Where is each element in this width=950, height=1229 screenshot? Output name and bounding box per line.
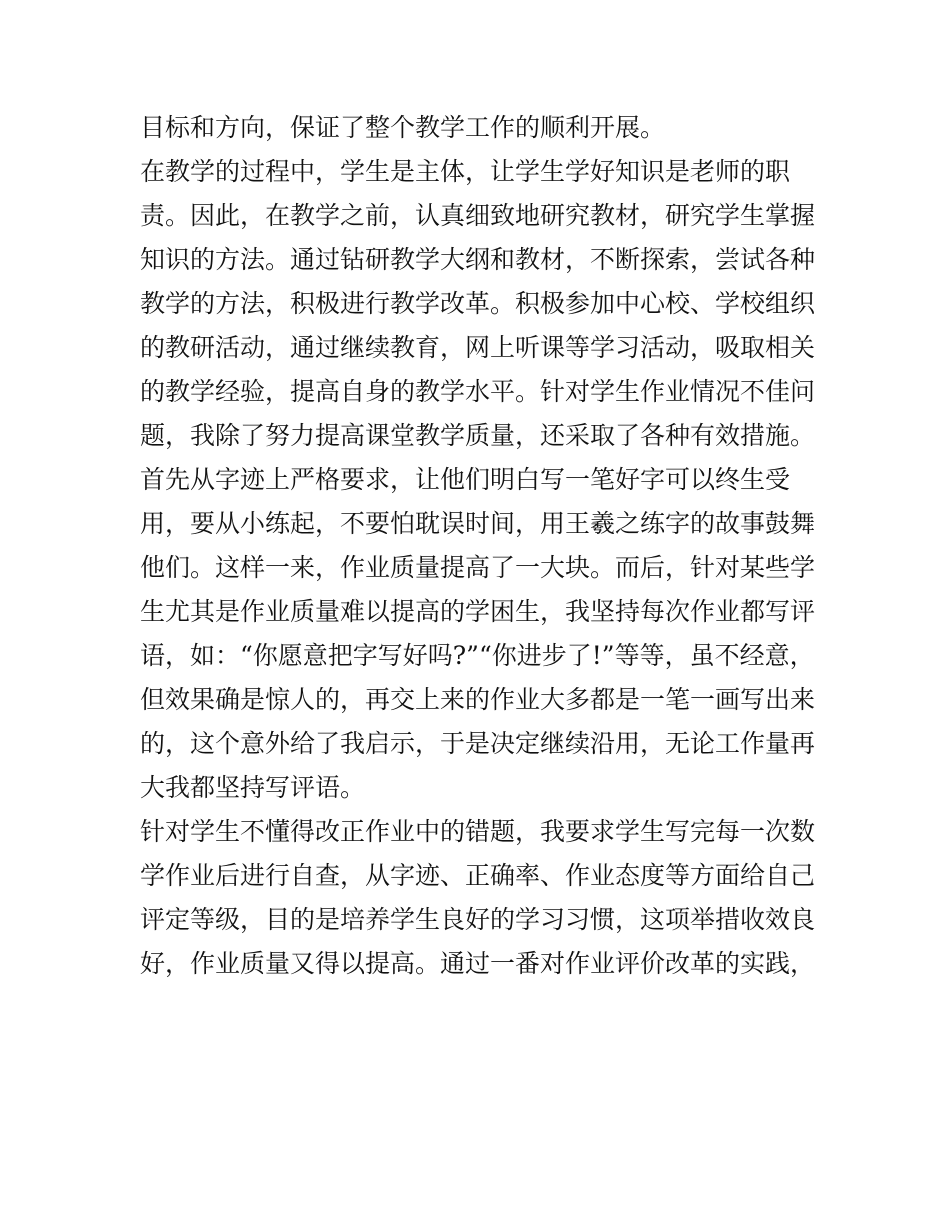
text-line: 的，这个意外给了我启示，于是决定继续沿用，无论工作量再 (140, 729, 816, 758)
text-line: 责。因此，在教学之前，认真细致地研究教材，研究学生掌握 (140, 201, 816, 230)
text-line: 的教研活动，通过继续教育，网上听课等学习活动，吸取相关 (140, 333, 816, 362)
text-line: 在教学的过程中，学生是主体，让学生学好知识是老师的职 (140, 157, 791, 186)
text-line: 学作业后进行自查，从字迹、正确率、作业态度等方面给自己 (140, 861, 816, 890)
body-text (140, 106, 840, 986)
text-line: 语，如：“你愿意把字写好吗?”“你进步了!”等等，虽不经意， (140, 641, 815, 670)
text-line: 目标和方向，保证了整个教学工作的顺利开展。 (140, 113, 666, 142)
text-line: 教学的方法，积极进行教学改革。积极参加中心校、学校组织 (140, 289, 816, 318)
text-line: 他们。这样一来，作业质量提高了一大块。而后，针对某些学 (140, 553, 816, 582)
text-line: 题，我除了努力提高课堂教学质量，还采取了各种有效措施。 (140, 421, 816, 450)
text-line: 但效果确是惊人的，再交上来的作业大多都是一笔一画写出来 (140, 685, 816, 714)
text-line: 针对学生不懂得改正作业中的错题，我要求学生写完每一次数 (140, 817, 816, 846)
text-line: 好，作业质量又得以提高。通过一番对作业评价改革的实践， (140, 949, 816, 978)
text-line: 评定等级，目的是培养学生良好的学习习惯，这项举措收效良 (140, 905, 816, 934)
text-line: 首先从字迹上严格要求，让他们明白写一笔好字可以终生受 (140, 465, 791, 494)
text-line: 生尤其是作业质量难以提高的学困生，我坚持每次作业都写评 (140, 597, 816, 626)
text-line: 知识的方法。通过钻研教学大纲和教材，不断探索，尝试各种 (140, 245, 816, 274)
text-line: 大我都坚持写评语。 (140, 773, 366, 802)
text-line: 用，要从小练起，不要怕耽误时间，用王羲之练字的故事鼓舞 (140, 509, 816, 538)
text-line: 的教学经验，提高自身的教学水平。针对学生作业情况不佳问 (140, 377, 816, 406)
